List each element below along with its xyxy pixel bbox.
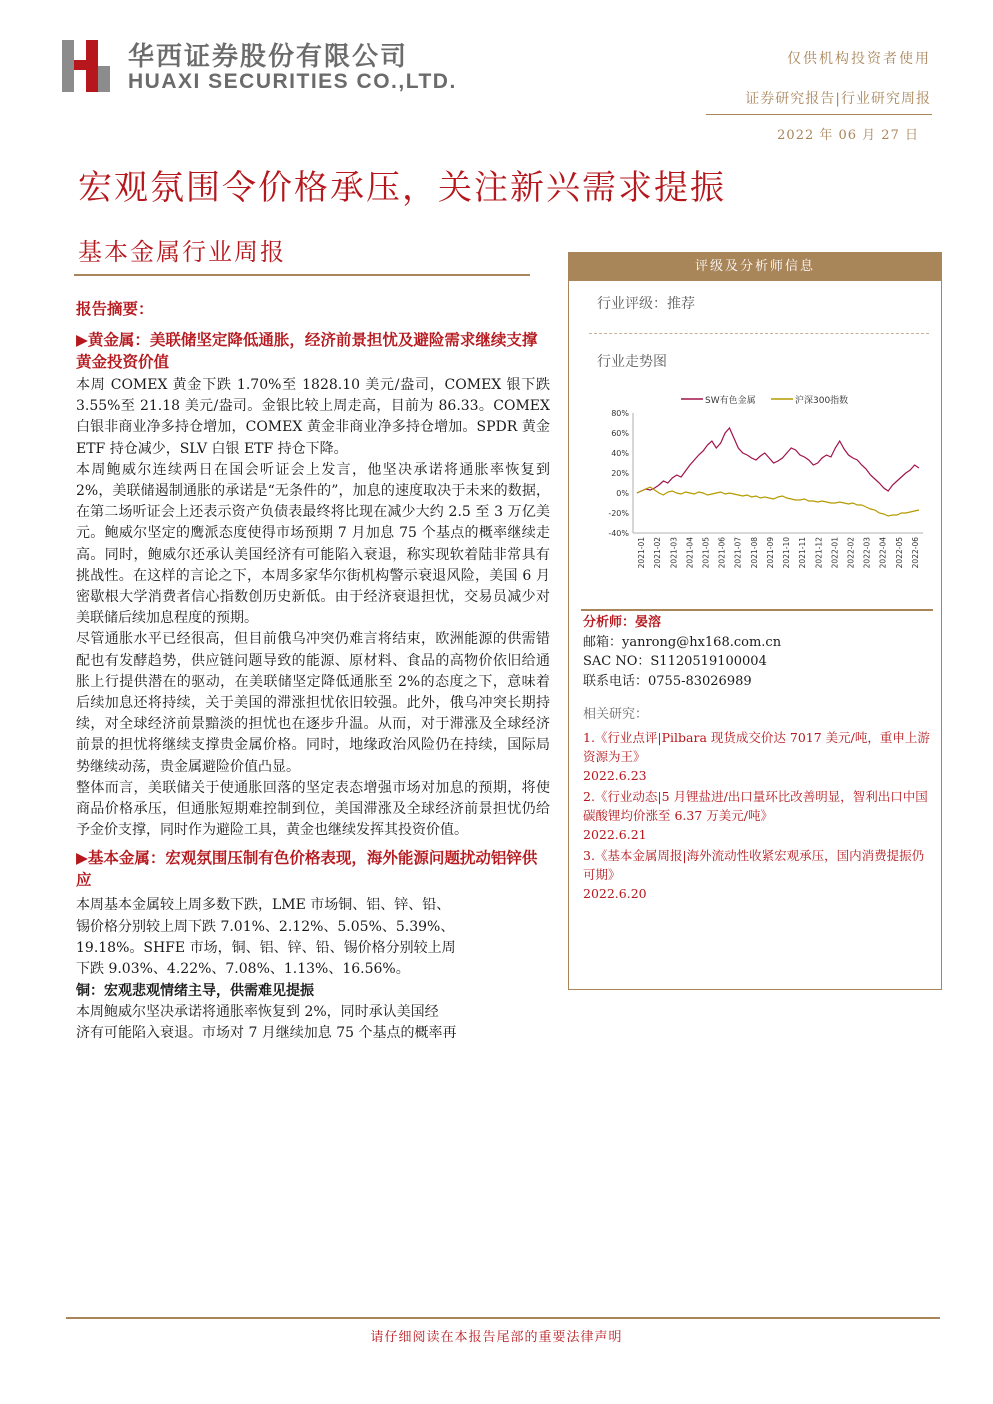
summary-label: 报告摘要： [76,300,154,318]
industry-rating [597,293,695,313]
analyst-info [583,613,933,691]
base-metals-line-2: 锡价格分别较上周下跌 7.01%、2.12%、5.05%、5.39%、 [76,918,455,935]
industry-trend-chart [593,385,933,603]
x-tick-label: 2021-07 [733,537,743,569]
analyst-phone: 联系电话：0755-83026989 [583,673,752,689]
x-tick-label: 2022-02 [846,537,856,569]
related-research [583,705,935,905]
trend-chart-title: 行业走势图 [597,354,667,370]
precious-metals-heading: ▶黄金属：美联储坚定降低通胀，经济前景担忧及避险需求继续支撑黄金投资价值 [76,331,538,371]
x-tick-label: 2022-04 [878,537,888,569]
y-axis [608,409,633,538]
precious-metals-paragraph-3: 尽管通胀水平已经很高，但目前俄乌冲突仍难言将结束，欧洲能源的供需错配也有发酵趋势，供应链问题导致的能源、原材料、食品的高物价依旧给通胀上行提供潜在的驱动，在美联储坚定降低通胀至 2%的态度之下，意味着后续加息还将持续，关于美国的滞涨担忧依旧较强。此外，俄乌冲突长期持续，对全球经济前景黯淡的担忧也在逐步升温。从而，对于滞涨及全球经济前景的担忧将继续支撑贵金属价格。同时，地缘政治风险仍在持续，国际局势继续动荡，贵金属避险价值凸显。 [76,631,550,775]
precious-metals-paragraph-2: 本周鲍威尔连续两日在国会听证会上发言，他坚决承诺将通胀率恢复到 2%，美联储遏制通胀的承诺是“无条件的”，加息的速度取决于未来的数据，在第二场听证会上还表示资产负债表最终将比现在减少大约 2.5 至 3 万亿美元。鲍威尔坚定的鹰派态度使得市场预期 7 月加息 75 个基点的概率继续走高。同时，鲍威尔还承认美国经济有可能陷入衰退，称实现软着陆非常具有挑战性。在这样的言论之下，本周多家华尔街机构警示衰退风险，美国 6 月密歇根大学消费者信心指数创历史新低。由于经济衰退担忧，交易员减少对美联储后续加息程度的预期。 [76,461,550,627]
precious-metals-paragraph-1: 本周 COMEX 黄金下跌 1.70%至 1828.10 美元/盎司，COMEX 银下跌 3.55%至 21.18 美元/盎司。金银比较上周走高，目前为 86.33。COMEX 白银非商业净多持仓增加，COMEX 黄金非商业净多持仓增加。SPDR 黄金 ETF 持仓减少，SLV 白银 ETF 持仓下降。 [76,377,550,457]
panel-header: 评级及分析师信息 [569,253,941,281]
y-tick-label: 0% [616,489,629,498]
y-tick-label: 20% [611,469,629,478]
related-item[interactable]: 1.《行业点评|Pilbara 现货成交价达 7017 美元/吨，重申上游资源为王》 [583,730,930,764]
base-metals-line-4: 下跌 9.03%、4.22%、7.08%、1.13%、16.56%。 [76,961,410,978]
page-subtitle: 基本金属行业周报 [78,238,286,266]
related-item[interactable]: 2.《行业动态|5 月锂盐进/出口量环比改善明显，智利出口中国碳酸锂均价涨至 6.37 万美元/吨》 [583,789,928,823]
x-tick-label: 2021-08 [749,537,759,569]
y-tick-label: 80% [611,409,629,418]
x-tick-label: 2021-02 [653,537,663,569]
rating-divider [589,333,929,334]
base-metals-heading: ▶基本金属：宏观氛围压制有色价格表现，海外能源问题扰动铝锌供应 [76,849,538,890]
footer-divider [66,1317,940,1319]
legend-label-hs300: 沪深300指数 [795,396,849,406]
x-tick-label: 2022-05 [894,537,904,569]
copper-line-1: 本周鲍威尔坚决承诺将通胀率恢复到 2%，同时承认美国经 [76,1004,439,1021]
related-date: 2022.6.20 [583,886,647,901]
rating-label: 行业评级： [597,296,667,312]
plot-area [637,428,919,516]
subtitle-divider [74,274,530,276]
copper-heading: 铜：宏观悲观情绪主导，供需难见提振 [76,983,314,1000]
precious-metals-paragraph-4: 整体而言，美联储关于使通胀回落的坚定表态增强市场对加息的预期，将使商品价格承压，但通胀短期难控制到位，美国滞涨及全球经济前景担忧仍给予金价支撑，同时作为避险工具，黄金也继续发挥其投资价值。 [76,779,550,839]
x-tick-label: 2021-09 [765,537,775,569]
company-name-cn: 华西证券股份有限公司 [128,42,409,72]
x-tick-label: 2022-01 [830,537,840,569]
related-title: 相关研究： [583,707,649,722]
base-metals-line-3: 19.18%。SHFE 市场，铜、铝、锌、铅、锡价格分别较上周 [76,939,456,956]
x-tick-label: 2021-05 [701,537,711,569]
y-tick-label: 60% [611,429,629,438]
legal-notice: 请仔细阅读在本报告尾部的重要法律声明 [370,1330,623,1345]
page-title: 宏观氛围令价格承压，关注新兴需求提振 [78,168,726,208]
x-tick-label: 2021-06 [717,537,727,569]
base-metals-line-1: 本周基本金属较上周多数下跌，LME 市场铜、铝、锌、铅、 [76,897,451,914]
y-tick-label: 40% [611,449,629,458]
analyst-name: 分析师：晏溶 [583,615,662,630]
report-type: 证券研究报告|行业研究周报 [745,91,931,107]
chart-divider [581,609,933,611]
company-name-en: HUAXI SECURITIES CO.,LTD. [128,70,457,93]
company-logo [60,36,112,96]
x-tick-label: 2021-10 [782,537,792,569]
x-tick-label: 2021-01 [637,537,647,569]
rating-value: 推荐 [667,296,695,312]
header-divider [706,114,932,115]
x-tick-label: 2022-03 [862,537,872,569]
y-tick-label: -20% [608,509,629,518]
x-tick-label: 2021-03 [669,537,679,569]
chart-legend [681,394,848,406]
x-tick-label: 2021-11 [798,537,808,569]
analyst-sac: SAC NO：S1120519100004 [583,654,767,669]
x-axis [633,533,923,568]
analyst-email[interactable]: 邮箱：yanrong@hx168.com.cn [583,634,782,650]
report-summary [76,298,550,1045]
related-item[interactable]: 3.《基本金属周报|海外流动性收紧宏观承压，国内消费提振仍可期》 [583,848,925,882]
copper-line-2: 济有可能陷入衰退。市场对 7 月继续加息 75 个基点的概率再 [76,1025,457,1042]
series-line-hs300 [637,487,919,516]
legend-label-sw: SW有色金属 [705,396,756,406]
related-date: 2022.6.21 [583,827,647,842]
x-tick-label: 2021-04 [685,537,695,569]
series-line-sw [637,428,919,493]
related-date: 2022.6.23 [583,768,647,783]
investor-notice: 仅供机构投资者使用 [787,51,931,67]
x-tick-label: 2022-06 [910,537,920,569]
x-tick-label: 2021-12 [814,537,824,569]
y-tick-label: -40% [608,529,629,538]
report-date: 2022 年 06 月 27 日 [777,128,919,143]
rating-analyst-panel [568,252,942,990]
